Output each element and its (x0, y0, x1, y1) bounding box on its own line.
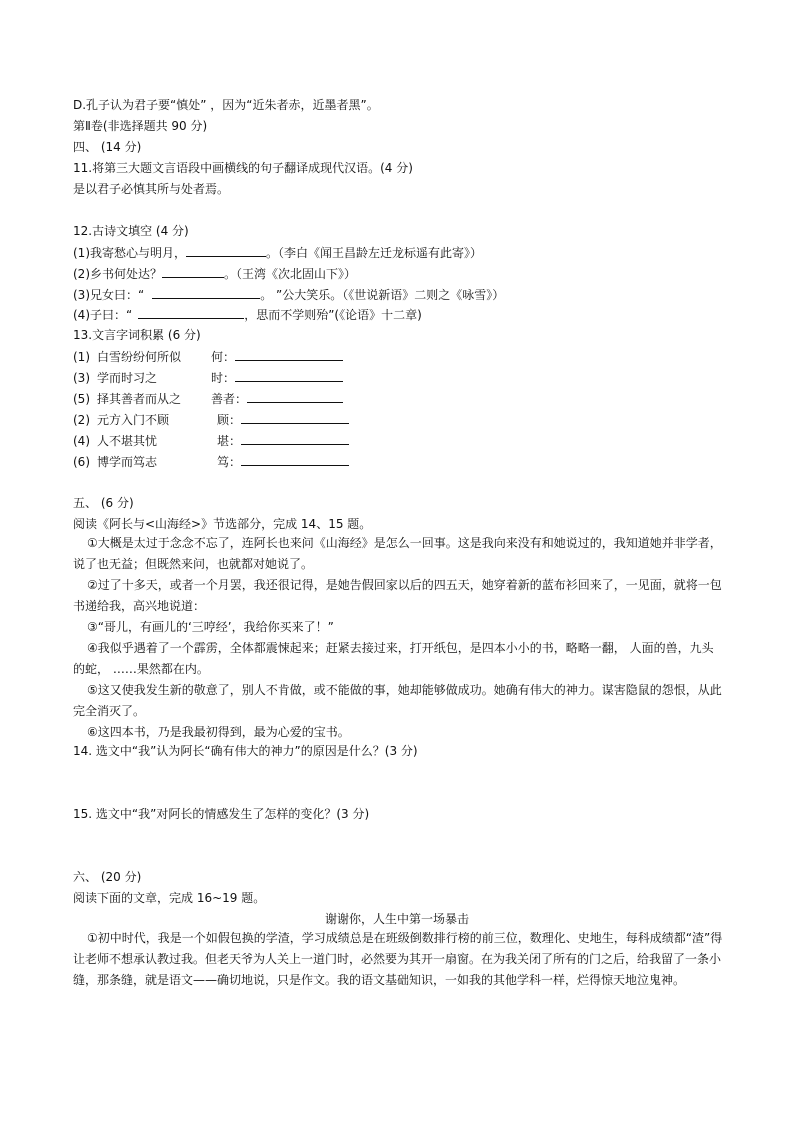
answer-blank[interactable] (241, 432, 349, 445)
article-paragraph: ①初中时代，我是一个如假包换的学渣，学习成绩总是在班级倒数排行榜的前三位，数理化、史地生，每科成绩都“渣”得让老师不想承认教过我。但老天爷为人关上一道门时，必然要为其开一扇窗。在为我关闭了所有的门之后，给我留了一条小缝，那条缝，就是语文——确切地说，只是作文。我的语文基础知识，一如我的其他学科一样，烂得惊天地泣鬼神。 (73, 931, 723, 987)
q12-item: (3)兄女曰：“ 。 ”公大笑乐。（《世说新语》二则之《咏雪》） (73, 288, 505, 302)
section-six-intro: 阅读下面的文章，完成 16~19 题。 (73, 891, 266, 905)
answer-blank[interactable] (162, 265, 224, 278)
answer-blank[interactable] (241, 453, 349, 466)
q12-item: (4)子曰：“ ，思而不学则殆”(《论语》十二章) (73, 308, 422, 322)
passage-paragraph: ④我似乎遇着了一个霹雳，全体都震悚起来；赶紧去接过来，打开纸包，是四本小小的书，略略一翻， 人面的兽，九头的蛇， ……果然都在内。 (73, 641, 714, 676)
question-11-sentence: 是以君子必慎其所与处者焉。 (73, 182, 230, 196)
answer-blank[interactable] (138, 306, 244, 319)
answer-blank[interactable] (152, 286, 260, 299)
article-title: 谢谢你，人生中第一场暴击 (324, 912, 469, 926)
section-six-heading: 六、 (20 分) (73, 870, 142, 884)
passage-paragraph: ②过了十多天，或者一个月罢，我还很记得，是她告假回家以后的四五天，她穿着新的蓝布衫回来了，一见面，就将一包书递给我，高兴地说道： (73, 578, 722, 613)
q13-item: (6) 博学而笃志 笃： (73, 453, 349, 469)
section-five-intro: 阅读《阿长与<山海经>》节选部分，完成 14、15 题。 (73, 517, 372, 531)
option-d: D.孔子认为君子要“慎处” ，因为“近朱者赤，近墨者黑”。 (73, 98, 379, 112)
q13-item: (5) 择其善者而从之 善者： (73, 390, 343, 406)
passage-paragraph: ①大概是太过于念念不忘了，连阿长也来问《山海经》是怎么一回事。这是我向来没有和她说过的，我知道她并非学者，说了也无益；但既然来问，也就都对她说了。 (73, 536, 722, 571)
section-four-heading: 四、 (14 分) (73, 140, 142, 154)
answer-blank[interactable] (247, 390, 343, 403)
q12-item: (1)我寄愁心与明月， 。（李白《闻王昌龄左迁龙标遥有此寄》） (73, 246, 483, 260)
answer-blank[interactable] (235, 348, 343, 361)
question-12: 12.古诗文填空 (4 分) (73, 224, 189, 238)
question-15: 15. 选文中“我”对阿长的情感发生了怎样的变化？(3 分) (73, 807, 370, 821)
answer-blank[interactable] (186, 244, 266, 257)
answer-blank[interactable] (235, 369, 343, 382)
question-13: 13.文言字词积累 (6 分) (73, 328, 201, 342)
question-11: 11.将第三大题文言语段中画横线的句子翻译成现代汉语。(4 分) (73, 161, 413, 175)
answer-blank[interactable] (241, 411, 349, 424)
passage-paragraph: ⑥这四本书，乃是我最初得到，最为心爱的宝书。 (87, 725, 350, 739)
q13-item: (4) 人不堪其忧 堪： (73, 432, 349, 448)
q12-item: (2)乡书何处达？ 。（王湾《次北固山下》） (73, 267, 357, 281)
part-two-heading: 第Ⅱ卷(非选择题共 90 分) (73, 119, 208, 133)
q13-item: (2) 元方入门不顾 顾： (73, 411, 349, 427)
passage-paragraph: ⑤这又使我发生新的敬意了，别人不肯做，或不能做的事，她却能够做成功。她确有伟大的神力。谋害隐鼠的怨恨，从此完全消灭了。 (73, 683, 722, 718)
passage-paragraph: ③“哥儿，有画儿的‘三哼经’，我给你买来了！” (87, 620, 334, 634)
section-five-heading: 五、 (6 分) (73, 496, 134, 510)
question-14: 14. 选文中“我”认为阿长“确有伟大的神力”的原因是什么？(3 分) (73, 744, 418, 758)
q13-item: (1) 白雪纷纷何所似 何： (73, 348, 343, 364)
q13-item: (3) 学而时习之 时： (73, 369, 343, 385)
